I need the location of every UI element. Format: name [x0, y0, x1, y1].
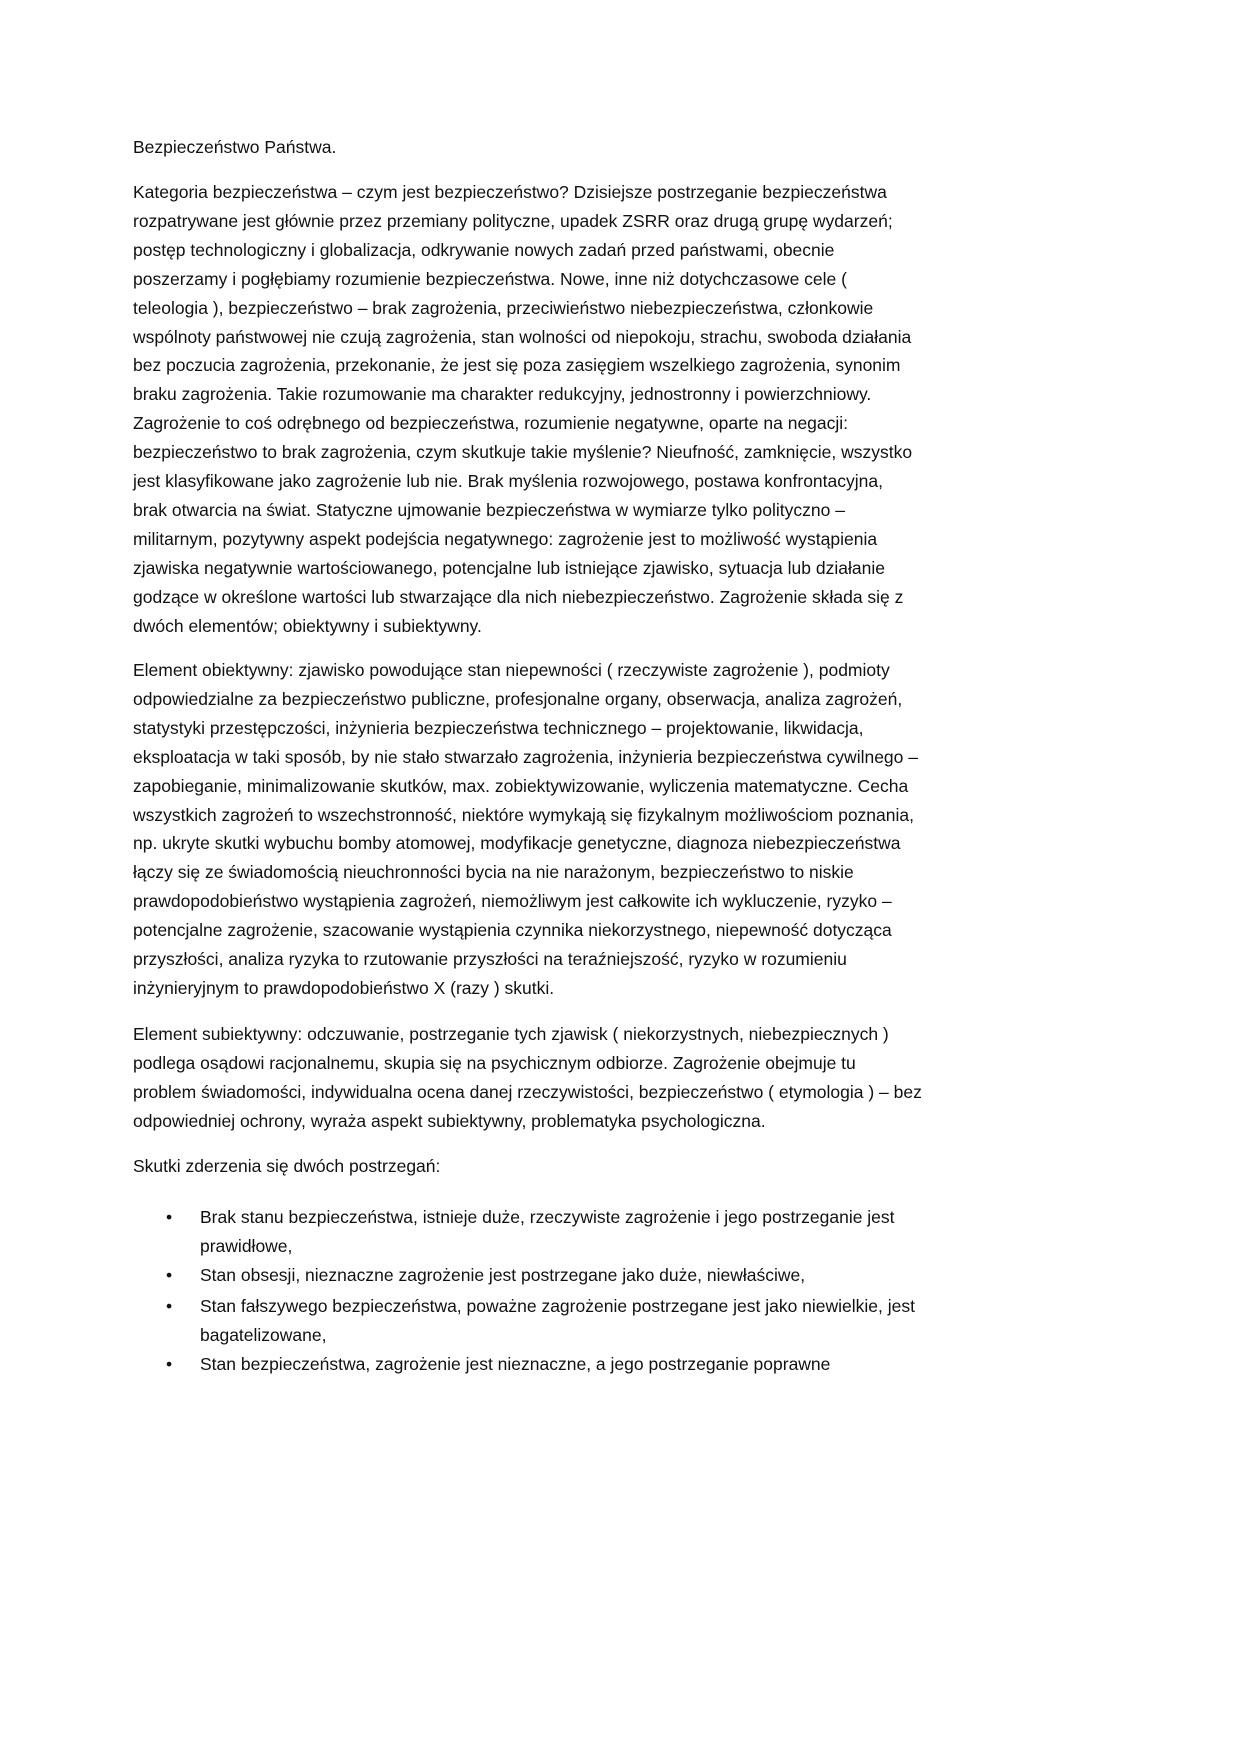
paragraph-line: godzące w określone wartości lub stwarzające dla nich niebezpieczeństwo. Zagrożenie składa się z: [133, 586, 904, 607]
paragraph-line: zjawiska negatywnie wartościowanego, potencjalne lub istniejące zjawisko, sytuacja lub działanie: [133, 557, 885, 578]
paragraph-line: poszerzamy i pogłębiamy rozumienie bezpieczeństwa. Nowe, inne niż dotychczasowe cele (: [133, 268, 847, 289]
bullet-item-line: Brak stanu bezpieczeństwa, istnieje duże, rzeczywiste zagrożenie i jego postrzeganie jest: [200, 1207, 895, 1227]
paragraph-line: problem świadomości, indywidualna ocena danej rzeczywistości, bezpieczeństwo ( etymologia ) – bez: [133, 1081, 922, 1102]
bullet-icon: •: [166, 1354, 173, 1374]
paragraph-line: wspólnoty państwowej nie czują zagrożenia, stan wolności od niepokoju, strachu, swoboda działania: [133, 326, 912, 347]
paragraph-line: braku zagrożenia. Takie rozumowanie ma charakter redukcyjny, jednostronny i powierzchniowy.: [133, 384, 872, 405]
paragraph-line: Skutki zderzenia się dwóch postrzegań:: [133, 1156, 441, 1176]
paragraph-line: Kategoria bezpieczeństwa – czym jest bezpieczeństwo? Dzisiejsze postrzeganie bezpieczeństwa: [133, 182, 887, 202]
paragraph-line: rozpatrywane jest głównie przez przemiany polityczne, upadek ZSRR oraz drugą grupę wydarzeń;: [133, 210, 893, 231]
paragraph-line: bez poczucia zagrożenia, przekonanie, że jest się poza zasięgiem wszelkiego zagrożenia, synonim: [133, 355, 901, 376]
bullet-icon: •: [166, 1296, 173, 1316]
bullet-item-line: bagatelizowane,: [200, 1324, 327, 1345]
document-title: Bezpieczeństwo Państwa.: [133, 137, 337, 157]
paragraph-line: wszystkich zagrożeń to wszechstronność, niektóre wymykają się fizykalnym możliwościom poznania,: [133, 804, 914, 825]
paragraph-line: odpowiedzialne za bezpieczeństwo publiczne, profesjonalne organy, obserwacja, analiza zagrożeń,: [133, 688, 903, 709]
paragraph-line: brak otwarcia na świat. Statyczne ujmowanie bezpieczeństwa w wymiarze tylko polityczno –: [133, 499, 845, 520]
bullet-icon: •: [166, 1207, 173, 1227]
bullet-icon: •: [166, 1265, 173, 1285]
paragraph-line: postęp technologiczny i globalizacja, odkrywanie nowych zadań przed państwami, obecnie: [133, 239, 835, 260]
paragraph-line: inżynieryjnym to prawdopodobieństwo X (razy ) skutki.: [133, 977, 555, 998]
paragraph-line: eksploatacja w taki sposób, by nie stało stwarzało zagrożenia, inżynieria bezpieczeństwa cywilnego –: [133, 746, 918, 767]
paragraph-line: Zagrożenie to coś odrębnego od bezpieczeństwa, rozumienie negatywne, oparte na negacji:: [133, 413, 849, 434]
paragraph-line: podlega osądowi racjonalnemu, skupia się na psychicznym odbiorze. Zagrożenie obejmuje tu: [133, 1052, 856, 1073]
paragraph-line: prawdopodobieństwo wystąpienia zagrożeń, niemożliwym jest całkowite ich wykluczenie, ryzyko –: [133, 891, 892, 912]
bullet-item-line: Stan fałszywego bezpieczeństwa, poważne zagrożenie postrzegane jest jako niewielkie, jest: [200, 1296, 915, 1316]
bullet-item-line: Stan bezpieczeństwa, zagrożenie jest nieznaczne, a jego postrzeganie poprawne: [200, 1354, 831, 1374]
paragraph-line: bezpieczeństwo to brak zagrożenia, czym skutkuje takie myślenie? Nieufność, zamknięcie, wszystko: [133, 442, 913, 463]
paragraph-line: militarnym, pozytywny aspekt podejścia negatywnego: zagrożenie jest to możliwość wystąpienia: [133, 528, 878, 549]
paragraph-line: statystyki przestępczości, inżynieria bezpieczeństwa technicznego – projektowanie, likwidacja,: [133, 717, 864, 738]
paragraph-line: Element subiektywny: odczuwanie, postrzeganie tych zjawisk ( niekorzystnych, niebezpiecznych ): [133, 1024, 889, 1044]
paragraph-line: teleologia ), bezpieczeństwo – brak zagrożenia, przeciwieństwo niebezpieczeństwa, członkowie: [133, 297, 874, 318]
paragraph-line: dwóch elementów; obiektywny i subiektywny.: [133, 615, 482, 636]
paragraph-line: potencjalne zagrożenie, szacowanie wystąpienia czynnika niekorzystnego, niepewność dotycząca: [133, 920, 892, 941]
paragraph-line: np. ukryte skutki wybuchu bomby atomowej, modyfikacje genetyczne, diagnoza niebezpieczeństwa: [133, 833, 901, 854]
paragraph-line: odpowiedniej ochrony, wyraża aspekt subiektywny, problematyka psychologiczna.: [133, 1110, 766, 1131]
paragraph-line: Element obiektywny: zjawisko powodujące stan niepewności ( rzeczywiste zagrożenie ), podmioty: [133, 660, 890, 680]
paragraph-line: łączy się ze świadomością nieuchronności bycia na nie narażonym, bezpieczeństwo to niskie: [133, 862, 854, 883]
bullet-item-line: prawidłowe,: [200, 1235, 293, 1256]
paragraph-line: przyszłości, analiza ryzyka to rzutowanie przyszłości na teraźniejszość, ryzyko w rozumieniu: [133, 949, 847, 969]
paragraph-line: jest klasyfikowane jako zagrożenie lub nie. Brak myślenia rozwojowego, postawa konfrontacyjna,: [133, 471, 883, 491]
paragraph-line: zapobieganie, minimalizowanie skutków, max. zobiektywizowanie, wyliczenia matematyczne. Cecha: [133, 775, 909, 796]
bullet-item-line: Stan obsesji, nieznaczne zagrożenie jest postrzegane jako duże, niewłaściwe,: [200, 1265, 806, 1285]
